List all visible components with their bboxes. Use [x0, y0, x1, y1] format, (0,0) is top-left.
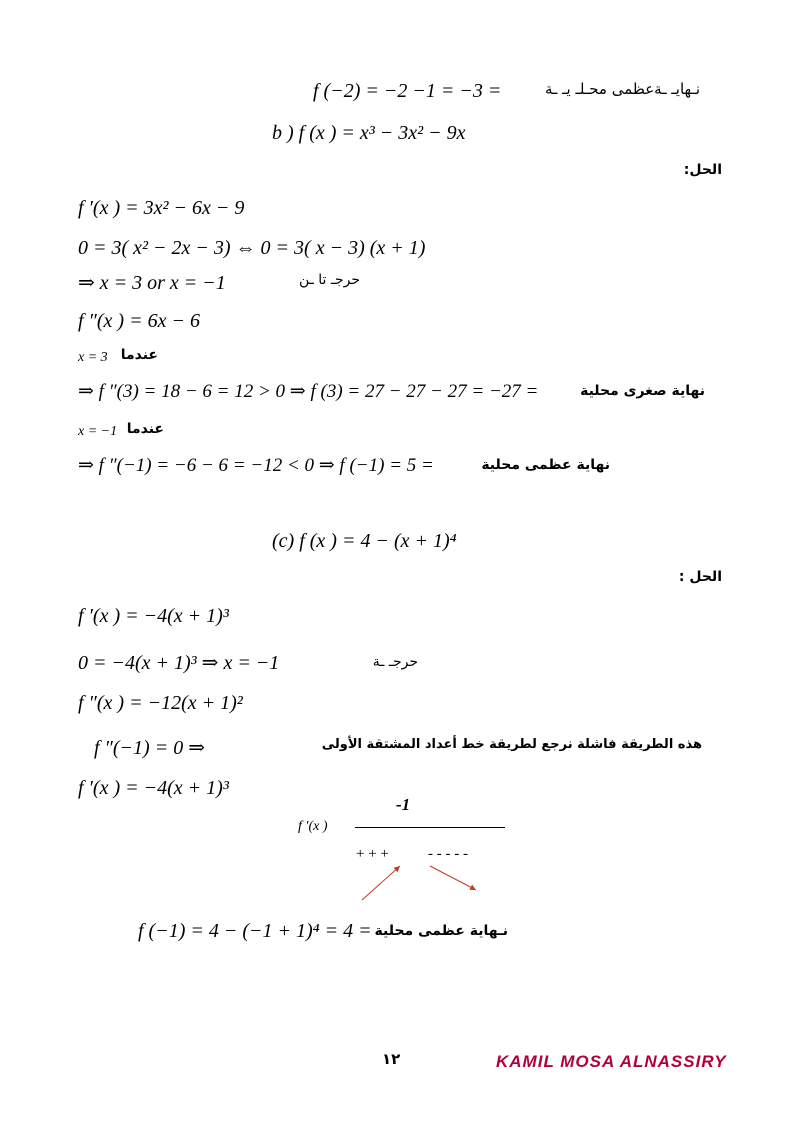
when-x-neg1-value: x = −1	[78, 424, 118, 439]
decreasing-arrow-icon	[430, 866, 476, 890]
sign-chart-label: f ′(x )	[298, 819, 328, 834]
when-x-neg1-label: عندما	[126, 421, 164, 437]
solution-heading: الحل:	[683, 162, 722, 178]
first-derivative-c: f ′(x ) = −4(x + 1)³	[78, 605, 229, 627]
local-max-label-c: نـهاية عظمى محلية	[374, 923, 508, 939]
critical-point-c: 0 = −4(x + 1)³ ⇒ x = −1	[78, 652, 280, 674]
when-x-3-label: عندما	[120, 347, 158, 363]
when-x-3-value: x = 3	[78, 350, 108, 365]
second-derivative-test-neg1: ⇒ f ″(−1) = −6 − 6 = −12 < 0 ⇒ f (−1) = 5 =	[78, 455, 434, 476]
local-max-label: نـهايـ ـةعظمى محـلـ يـ ـة	[544, 80, 700, 98]
page-number: ١٢	[382, 1050, 401, 1068]
critical-points-b: ⇒ x = 3 or x = −1	[78, 272, 226, 294]
sign-positive: + + +	[356, 846, 389, 862]
first-derivative-b: f ′(x ) = 3x² − 6x − 9	[78, 197, 245, 219]
method-failed-note: هذه الطريقة فاشلة نرجع لطريقة خط أعداد المشتقة الأولى	[321, 737, 702, 752]
first-derivative-c-repeat: f ′(x ) = −4(x + 1)³	[78, 777, 229, 799]
second-derivative-b: f ″(x ) = 6x − 6	[78, 310, 200, 332]
part-c-function: (c) f (x ) = 4 − (x + 1)⁴	[272, 530, 457, 552]
local-min-label: نهاية صغرى محلية	[580, 383, 705, 399]
second-derivative-test-3: ⇒ f ″(3) = 18 − 6 = 12 > 0 ⇒ f (3) = 27 − 27 − 27 = −27 =	[78, 381, 539, 402]
critical-point-c-label: حرجـ ـة	[372, 654, 418, 670]
second-derivative-zero: f ″(−1) = 0 ⇒	[94, 737, 205, 759]
max-value-c: f (−1) = 4 − (−1 + 1)⁴ = 4 =	[138, 920, 372, 942]
sign-chart-axis	[355, 827, 505, 828]
second-derivative-c: f ″(x ) = −12(x + 1)²	[78, 692, 243, 714]
local-max-label-b: نهاية عظمى محلية	[481, 457, 610, 473]
sign-chart-point: -1	[396, 795, 411, 814]
author-name: KAMIL MOSA ALNASSIRY	[496, 1052, 727, 1071]
local-max-value-line: f (−2) = −2 −1 = −3 =	[313, 80, 502, 102]
solution-heading-c: الحل :	[678, 569, 722, 585]
part-b-function: b ) f (x ) = x³ − 3x² − 9x	[272, 122, 466, 144]
critical-points-label: حرجـ تا ـن	[299, 272, 360, 288]
factor-equation-b: 0 = 3( x² − 2x − 3) ⇔ 0 = 3( x − 3) (x + 1)	[78, 237, 426, 259]
increasing-decreasing-arrows	[350, 858, 490, 908]
sign-negative: - - - - -	[428, 846, 468, 862]
increasing-arrow-icon	[362, 866, 400, 900]
